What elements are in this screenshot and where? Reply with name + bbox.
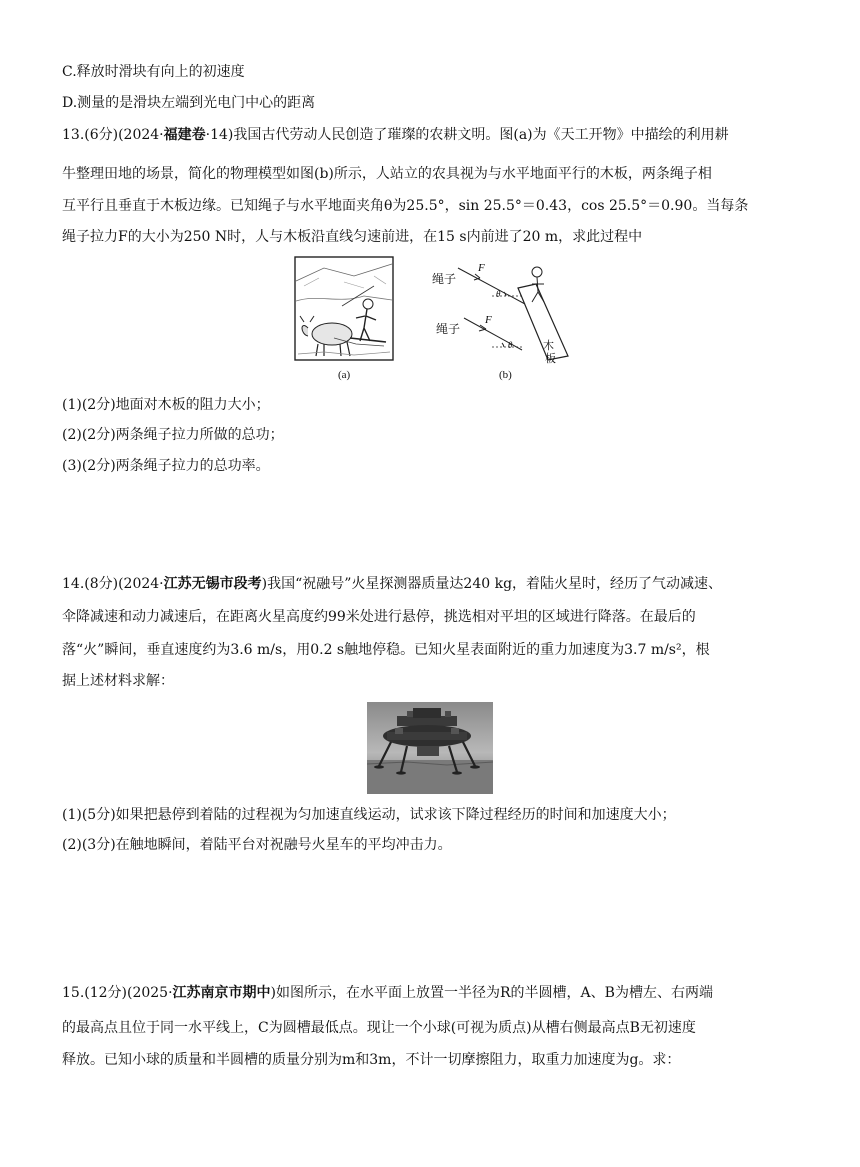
- option-c: C.释放时滑块有向上的初速度: [62, 64, 245, 80]
- q14-prefix: 14.(8分)(2024·: [62, 576, 164, 592]
- figure-b-caption: (b): [499, 369, 512, 381]
- rope-label-lower: 绳子: [436, 322, 461, 336]
- q13-sub-1: (1)(2分)地面对木板的阻力大小；: [62, 397, 270, 413]
- zhurong-lander-photo: [367, 702, 493, 794]
- angle-label-lower: θ: [508, 340, 513, 350]
- angle-label-upper: θ: [496, 289, 501, 299]
- board-label-2: 板: [545, 353, 556, 365]
- board-label-1: 木: [543, 340, 554, 352]
- q13-stem-2: 牛整理田地的场景，简化的物理模型如图(b)所示，人站立的农具视为与水平地面平行的木板，两条绳子相: [62, 166, 712, 182]
- q13-header: [62, 126, 729, 144]
- q14-stem-2: 伞降减速和动力减速后，在距离火星高度约99米处进行悬停，挑选相对平坦的区域进行降落。在最后的: [62, 609, 696, 625]
- q14-stem-4: 据上述材料求解：: [62, 673, 174, 689]
- q14-sub-2: (2)(3分)在触地瞬间，着陆平台对祝融号火星车的平均冲击力。: [62, 837, 452, 853]
- q13-source: 福建卷: [163, 127, 206, 143]
- q14-sub-1: (1)(5分)如果把悬停到着陆的过程视为匀加速直线运动，试求该下降过程经历的时间和加速度大小；: [62, 807, 676, 823]
- force-label-lower: F: [485, 314, 492, 326]
- q13-stem-1: ·14)我国古代劳动人民创造了璀璨的农耕文明。图(a)为《天工开物》中描绘的利用耕: [205, 127, 729, 143]
- q13-prefix: 13.(6分)(2024·: [62, 127, 164, 143]
- figure-a-caption: (a): [338, 369, 351, 381]
- q14-source: 江苏无锡市段考: [163, 576, 262, 592]
- rope-label-upper: 绳子: [432, 272, 457, 286]
- force-label-upper: F: [478, 262, 485, 274]
- q13-sub-3: (3)(2分)两条绳子拉力的总功率。: [62, 458, 270, 474]
- q14-stem-1: )我国“祝融号”火星探测器质量达240 kg，着陆火星时，经历了气动减速、: [261, 576, 723, 592]
- q15-prefix: 15.(12分)(2025·: [62, 985, 173, 1001]
- q13-stem-3: 互平行且垂直于木板边缘。已知绳子与水平地面夹角θ为25.5°，sin 25.5°＝0.43，cos 25.5°＝0.90。当每条: [62, 198, 749, 214]
- figure-a-plowing-illustration: [294, 256, 394, 361]
- q13-sub-2: (2)(2分)两条绳子拉力所做的总功；: [62, 427, 284, 443]
- q15-stem-1: )如图所示，在水平面上放置一半径为R的半圆槽，A、B为槽左、右两端: [270, 985, 713, 1001]
- q15-header: [62, 984, 713, 1002]
- q15-source: 江苏南京市期中: [172, 985, 271, 1001]
- option-d: D.测量的是滑块左端到光电门中心的距离: [62, 95, 316, 111]
- q14-stem-3: 落“火”瞬间，垂直速度约为3.6 m/s，用0.2 s触地停稳。已知火星表面附近的重力加速度为3.7 m/s²，根: [62, 642, 710, 658]
- q14-header: [62, 575, 722, 593]
- q15-stem-3: 释放。已知小球的质量和半圆槽的质量分别为m和3m，不计一切摩擦阻力，取重力加速度为g。求：: [62, 1052, 681, 1068]
- q13-stem-4: 绳子拉力F的大小为250 N时，人与木板沿直线匀速前进，在15 s内前进了20 m，求此过程中: [62, 229, 643, 245]
- q15-stem-2: 的最高点且位于同一水平线上，C为圆槽最低点。现让一个小球(可视为质点)从槽右侧最高点B无初速度: [62, 1020, 696, 1036]
